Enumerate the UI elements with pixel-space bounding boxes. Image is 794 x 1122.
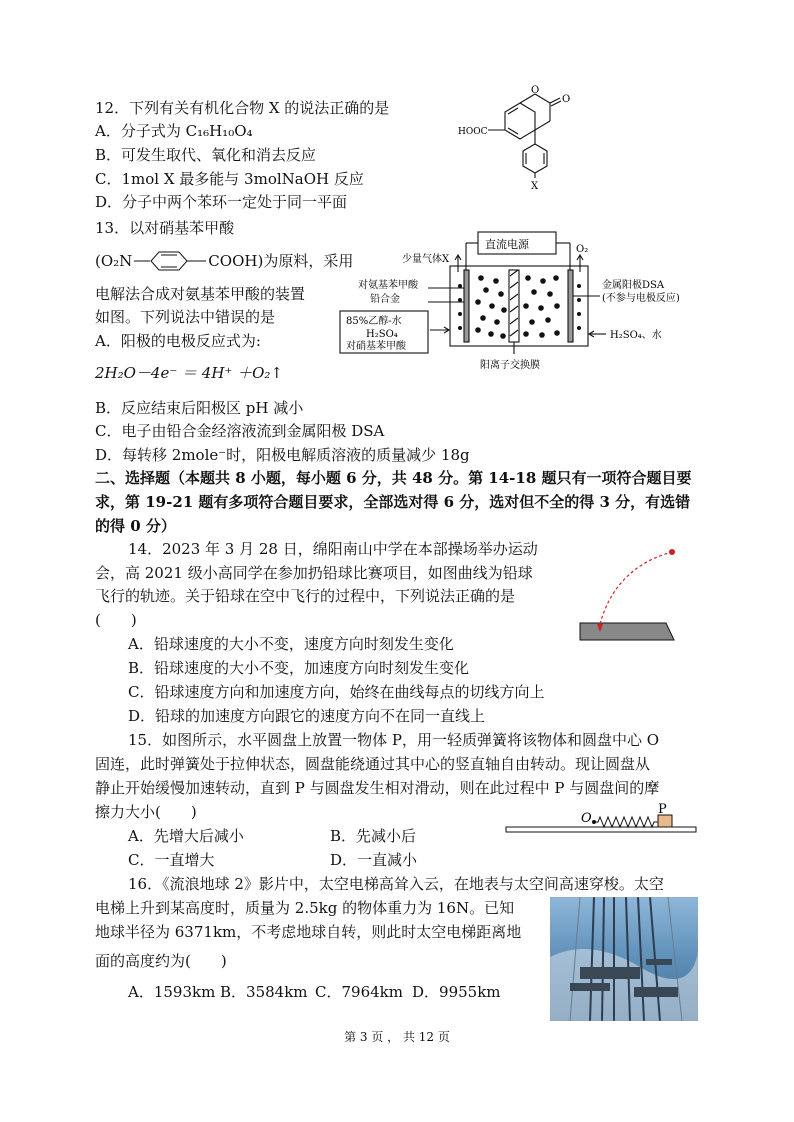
q14-option-c: C．铅球速度方向和加速度方向，始终在曲线每点的切线方向上 [128,683,545,701]
q15-option-d: D．一直减小 [330,851,418,869]
q16-option-d: D．9955km [412,983,501,1001]
anode-label-2: (不参与电极反应) [602,293,680,304]
o2-label: O₂ [576,244,589,255]
q16-option-a: A．1593km [128,983,216,1001]
q16-line4: 面的高度约为( ) [95,952,227,970]
q15-option-a: A．先增大后减小 [128,827,244,845]
q14-option-a: A．铅球速度的大小不变，速度方向时刻发生变化 [128,635,454,653]
q13-o2n: (O₂N [95,252,133,270]
gas-x-label: 少量气体X [402,254,450,265]
q13-line4: 如图。下列说法中错误的是 [95,308,276,326]
q12-option-a: A．分子式为 C₁₆H₁₀O₄ [95,122,253,140]
benzene-ring-icon [132,250,208,272]
q13-option-a: A．阳极的电极反应式为: [95,332,261,350]
cathode-label-2: 铅合金 [370,294,400,305]
struct-o2: O [562,94,571,105]
q12-stem: 12．下列有关有机化合物 X 的说法正确的是 [95,99,390,117]
q13-option-c: C．电子由铅合金经溶液流到金属阳极 DSA [95,422,385,440]
q14-line1: 14．2023 年 3 月 28 日，绵阳南山中学在本部操场举办运动 [128,540,538,558]
q14-line3: 飞行的轨迹。关于铅球在空中飞行的过程中，下列说法正确的是 [95,587,516,605]
q13-stem: 13．以对硝基苯甲酸 [95,219,235,237]
space-elevator-photo [550,897,698,1021]
q13-line2: 为原料，采用 [263,252,354,270]
left-solution-2: H₂SO₄ [366,329,398,340]
compound-x-structure [450,78,600,193]
struct-o1: O [531,85,540,96]
section2-line1: 二、选择题（本题共 8 小题，每小题 6 分，共 48 分。第 14-18 题只有一项符合题目要 [95,469,692,487]
left-solution-3: 对硝基苯甲酸 [346,341,406,352]
left-solution-1: 85%乙醇-水 [346,316,402,327]
q14-line4: ( ) [95,611,137,629]
right-solution: H₂SO₄、水 [610,330,662,341]
power-label: 直流电源 [485,238,529,251]
q16-line2: 电梯上升到某高度时，质量为 2.5kg 的物体重力为 16N。已知 [95,899,515,917]
anode-label-1: 金属阳极DSA [602,280,665,291]
q15-option-c: C．一直增大 [128,851,215,869]
q15-line2: 固连，此时弹簧处于拉伸状态，圆盘能绕通过其中心的竖直轴自由转动。现让圆盘从 [95,755,651,773]
membrane-label: 阳离子交换膜 [480,360,540,371]
q15-line3: 静止开始缓慢加速转动，直到 P 与圆盘发生相对滑动，则在此过程中 P 与圆盘间的摩 [95,779,660,797]
q13-cooh: COOH) [208,252,264,270]
shot-put-trajectory-figure [572,540,682,644]
q13-equation: 2H₂O－4e⁻ ＝ 4H⁺ ＋O₂↑ [95,364,283,382]
q15-line4: 擦力大小( ) [95,803,197,821]
q16-line1: 16．《流浪地球 2》影片中，太空电梯高耸入云，在地表与太空间高速穿梭。太空 [128,875,664,893]
q13-line3: 电解法合成对氨基苯甲酸的装置 [95,285,306,303]
q13-reactant-line [95,250,353,272]
q13-option-b: B．反应结束后阳极区 pH 减小 [95,399,304,417]
q13-option-d: D．每转移 2mole⁻时，阳极电解质溶液的质量减少 18g [95,446,470,464]
struct-x: X [531,181,539,192]
electrolysis-diagram [338,226,710,374]
q14-line2: 会，高 2021 级小高同学在参加扔铅球比赛项目，如图曲线为铅球 [95,564,533,582]
cathode-label-1: 对氨基苯甲酸 [358,280,418,291]
q12-option-d: D．分子中两个苯环一定处于同一平面 [95,193,348,211]
disk-spring-figure [502,800,702,840]
q12-option-c: C．1mol X 最多能与 3molNaOH 反应 [95,170,364,188]
q16-line3: 地球半径为 6371km，不考虑地球自转，则此时太空电梯距离地 [95,923,522,941]
section2-line3: 的得 0 分） [95,517,176,535]
q15-option-b: B．先减小后 [330,827,417,845]
q14-option-b: B．铅球速度的大小不变，加速度方向时刻发生变化 [128,659,470,677]
fig-label-p: P [658,802,667,817]
q15-line1: 15．如图所示，水平圆盘上放置一物体 P，用一轻质弹簧将该物体和圆盘中心 O [128,731,660,749]
struct-cooh: HOOC [458,127,488,137]
fig-label-o: O [581,811,592,826]
q16-option-b: B．3584km [220,983,308,1001]
section2-line2: 求，第 19-21 题有多项符合题目要求，全部选对得 6 分，选对但不全的得 3 分，有选错 [95,493,691,511]
q14-option-d: D．铅球的加速度方向跟它的速度方向不在同一直线上 [128,707,486,725]
page-footer: 第 3 页 ， 共 12 页 [344,1030,450,1044]
q16-option-c: C．7964km [315,983,403,1001]
q12-option-b: B．可发生取代、氧化和消去反应 [95,146,317,164]
